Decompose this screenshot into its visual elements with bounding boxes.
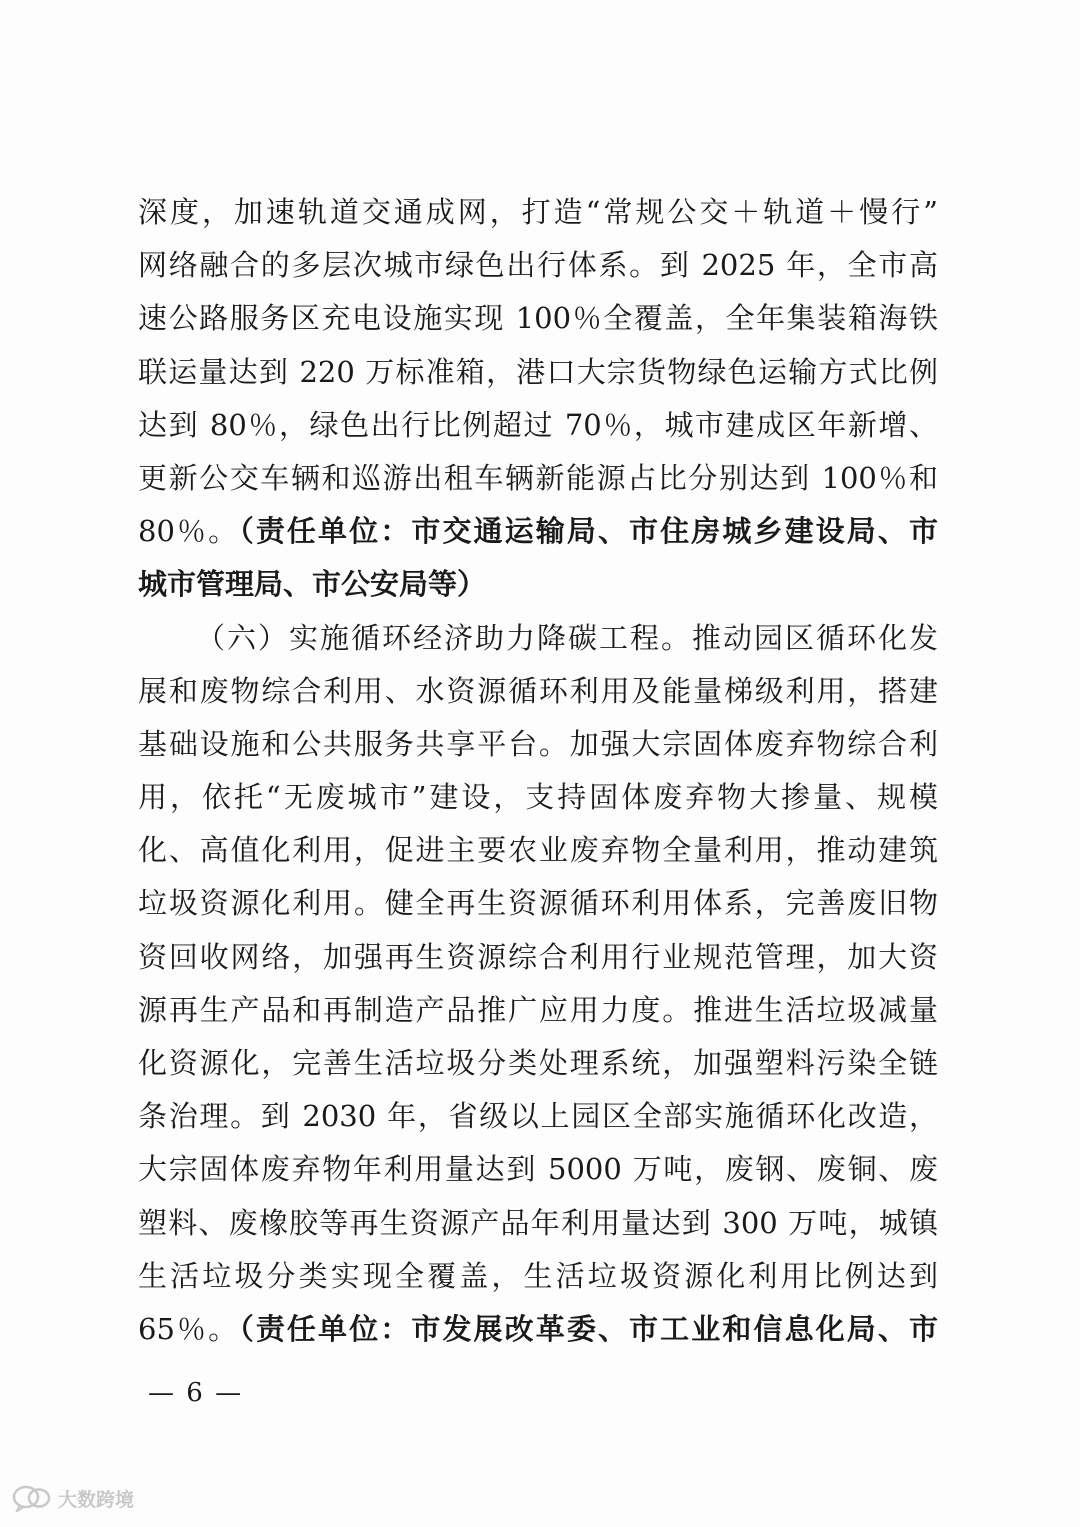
text-line: 生活垃圾分类实现全覆盖，生活垃圾资源化利用比例达到 (138, 1258, 938, 1293)
text-line: 65％。（责任单位：市发展改革委、市工业和信息化局、市 (138, 1311, 938, 1346)
text-line: 深度，加速轨道交通成网，打造“常规公交＋轨道＋慢行” (138, 195, 938, 229)
text-line: 条治理。到 2030 年，省级以上园区全部实施循环化改造， (138, 1099, 938, 1134)
text-line: 大宗固体废弃物年利用量达到 5000 万吨，废钢、废铜、废 (138, 1152, 938, 1187)
watermark-text: 大数跨境 (58, 1488, 135, 1511)
text-line: 速公路服务区充电设施实现 100％全覆盖，全年集装箱海铁 (138, 301, 938, 336)
text-line: 80％。（责任单位：市交通运输局、市住房城乡建设局、市 (138, 514, 938, 549)
text-line: 展和废物综合利用、水资源循环利用及能量梯级利用，搭建 (138, 673, 938, 708)
text-line: 垃圾资源化利用。健全再生资源循环利用体系，完善废旧物 (138, 886, 938, 921)
text-line: 基础设施和公共服务共享平台。加强大宗固体废弃物综合利 (138, 726, 938, 761)
text-line: 联运量达到 220 万标准箱，港口大宗货物绿色运输方式比例 (138, 354, 938, 389)
text-line: 城市管理局、市公安局等） (138, 567, 487, 602)
page-number: — 6 — (148, 1378, 244, 1408)
text-line: 化、高值化利用，促进主要农业废弃物全量利用，推动建筑 (138, 833, 938, 868)
text-line: 更新公交车辆和巡游出租车辆新能源占比分别达到 100％和 (138, 460, 938, 495)
watermark (12, 1482, 134, 1514)
section-heading-line: （六）实施循环经济助力降碳工程。推动园区循环化发 (196, 620, 938, 655)
chat-bubble-logo-icon (12, 1484, 52, 1512)
text-line: 塑料、废橡胶等再生资源产品年利用量达到 300 万吨，城镇 (138, 1205, 938, 1240)
text-line: 化资源化，完善生活垃圾分类处理系统，加强塑料污染全链 (138, 1046, 938, 1080)
text-line: 用，依托“无废城市”建设，支持固体废弃物大掺量、规模 (138, 780, 938, 815)
text-line: 源再生产品和再制造产品推广应用力度。推进生活垃圾减量 (138, 992, 938, 1027)
text-line: 资回收网络，加强再生资源综合利用行业规范管理，加大资 (138, 939, 938, 974)
text-line: 达到 80％，绿色出行比例超过 70％，城市建成区年新增、 (138, 407, 938, 442)
body-text (138, 186, 938, 1356)
text-line: 网络融合的多层次城市绿色出行体系。到 2025 年，全市高 (138, 248, 938, 283)
